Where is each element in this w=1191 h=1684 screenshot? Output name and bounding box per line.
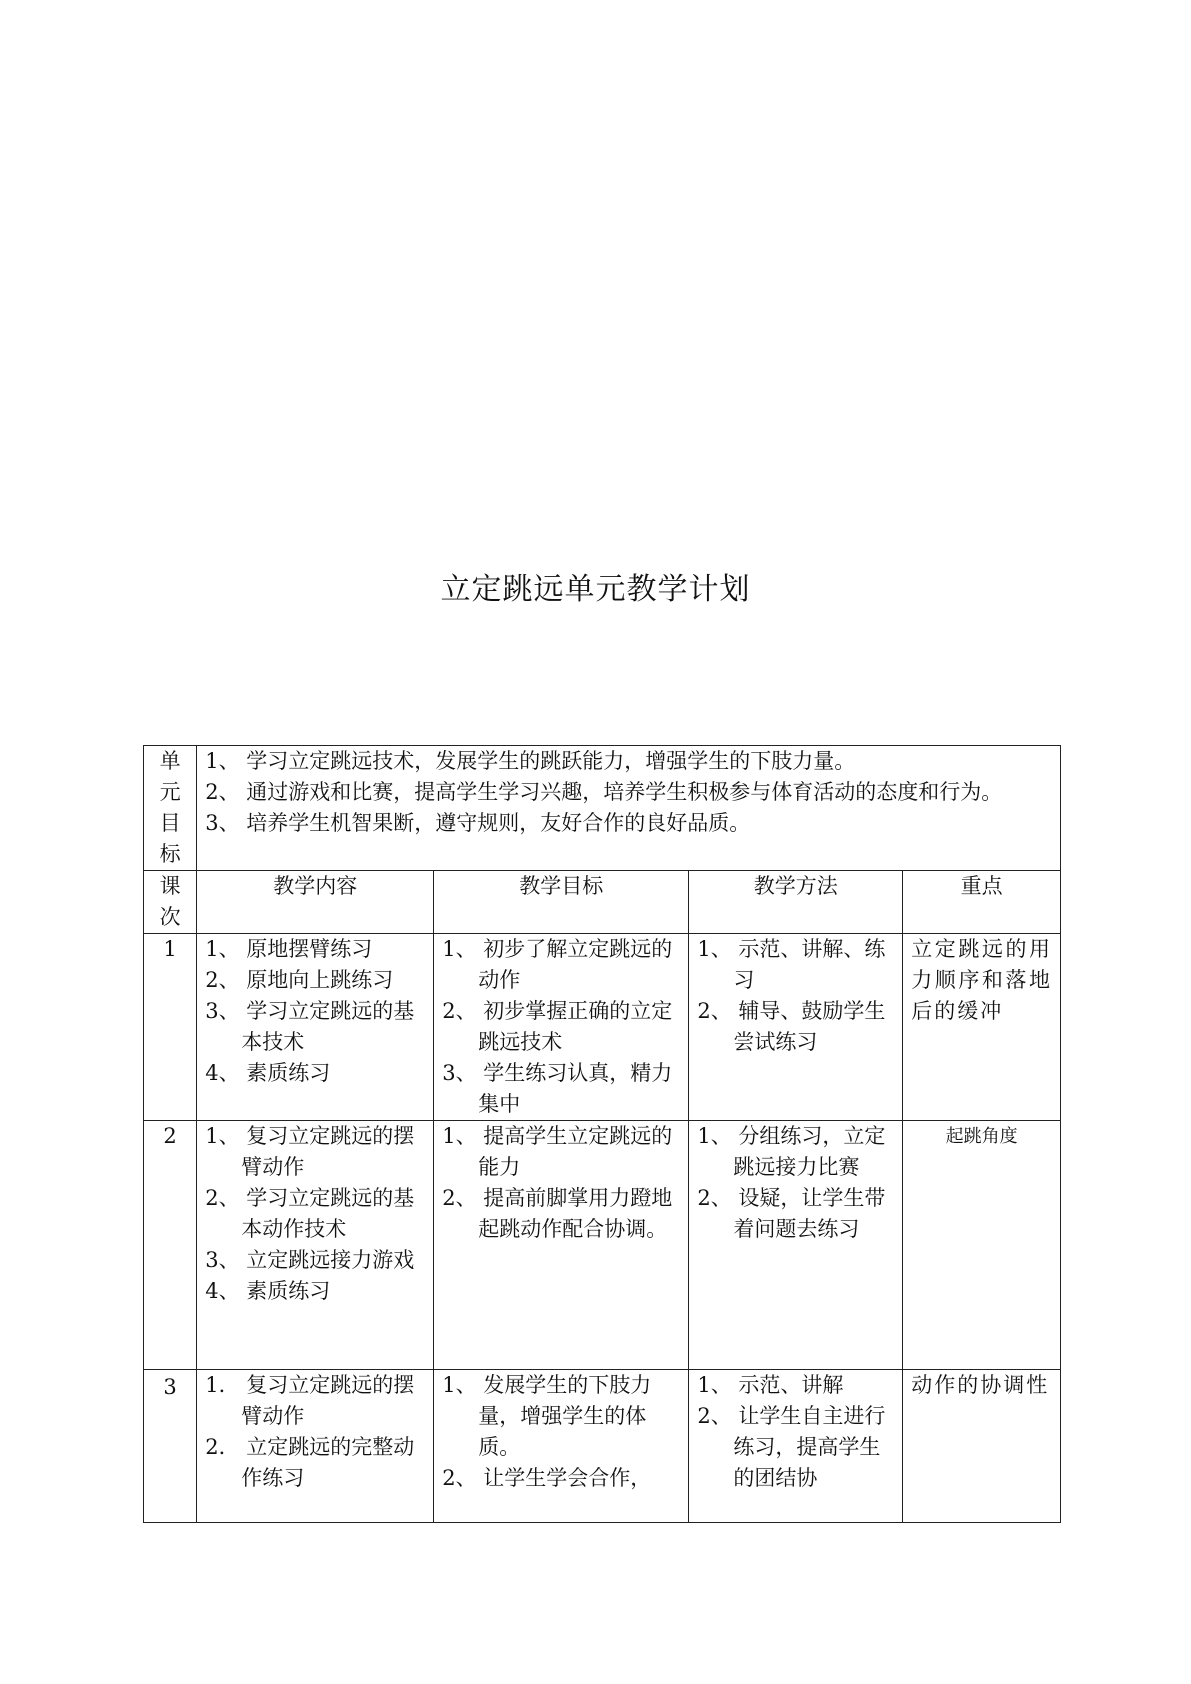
lesson-method: [689, 1121, 903, 1370]
header-goal: 教学目标: [434, 871, 689, 934]
lesson-method: [689, 1370, 903, 1523]
header-method: 教学方法: [689, 871, 903, 934]
method-item: 2、 辅导、鼓励学生尝试练习: [697, 999, 886, 1054]
key-text: 立定跳远的用力顺序和落地后的缓冲: [911, 937, 1052, 1023]
goal-item: 1、 发展学生的下肢力量，增强学生的体质。: [442, 1373, 652, 1459]
content-item: 4、 素质练习: [205, 1279, 331, 1303]
lesson-row: [144, 934, 1061, 1121]
unit-goal-item: 1、 学习立定跳远技术，发展学生的跳跃能力，增强学生的下肢力量。: [205, 749, 856, 773]
lesson-number: 2: [144, 1121, 197, 1370]
header-row: [144, 871, 1061, 934]
lesson-row: [144, 1370, 1061, 1523]
content-item: 2、 学习立定跳远的基本动作技术: [205, 1186, 415, 1241]
goal-item: 3、 学生练习认真，精力集中: [442, 1061, 673, 1116]
lesson-key: [903, 934, 1061, 1121]
lesson-content: [197, 934, 434, 1121]
unit-goal-label: 单 元 目 标: [144, 746, 197, 871]
content-item: 1、 复习立定跳远的摆臂动作: [205, 1124, 415, 1179]
lesson-goal: [434, 934, 689, 1121]
lesson-key: [903, 1370, 1061, 1523]
lesson-row: [144, 1121, 1061, 1370]
lesson-content: [197, 1121, 434, 1370]
content-item: 4、 素质练习: [205, 1061, 331, 1085]
lesson-goal: [434, 1370, 689, 1523]
goal-item: 1、 初步了解立定跳远的动作: [442, 937, 673, 992]
unit-goal-row: [144, 746, 1061, 871]
content-item: 2． 立定跳远的完整动作练习: [205, 1435, 415, 1490]
method-item: 1、 示范、讲解、练习: [697, 937, 886, 992]
unit-goal-item: 2、 通过游戏和比赛，提高学生学习兴趣，培养学生积极参与体育活动的态度和行为。: [205, 780, 1003, 804]
method-item: 2、 让学生自主进行练习，提高学生的团结协: [697, 1404, 886, 1490]
lesson-number: 3: [144, 1370, 197, 1523]
header-lesson: 课 次: [144, 871, 197, 934]
lesson-goal: [434, 1121, 689, 1370]
goal-item: 1、 提高学生立定跳远的能力: [442, 1124, 673, 1179]
lesson-number: 1: [144, 934, 197, 1121]
goal-item: 2、 让学生学会合作，: [442, 1466, 652, 1490]
key-text: 动作的协调性: [911, 1373, 1050, 1397]
goal-item: 2、 初步掌握正确的立定跳远技术: [442, 999, 673, 1054]
lesson-content: [197, 1370, 434, 1523]
lesson-method: [689, 934, 903, 1121]
content-item: 1． 复习立定跳远的摆臂动作: [205, 1373, 415, 1428]
content-item: 3、 立定跳远接力游戏: [205, 1248, 415, 1272]
header-content: 教学内容: [197, 871, 434, 934]
method-item: 2、 设疑，让学生带着问题去练习: [697, 1186, 886, 1241]
unit-goal-item: 3、 培养学生机智果断，遵守规则，友好合作的良好品质。: [205, 811, 751, 835]
header-key: 重点: [903, 871, 1061, 934]
method-item: 1、 分组练习，立定跳远接力比赛: [697, 1124, 886, 1179]
content-item: 3、 学习立定跳远的基本技术: [205, 999, 415, 1054]
content-item: 1、 原地摆臂练习: [205, 937, 373, 961]
goal-item: 2、 提高前脚掌用力蹬地起跳动作配合协调。: [442, 1186, 673, 1241]
lesson-key: [903, 1121, 1061, 1370]
unit-goal-cell: [197, 746, 1061, 871]
method-item: 1、 示范、讲解: [697, 1373, 844, 1397]
teaching-plan-table: [143, 745, 1061, 1523]
content-item: 2、 原地向上跳练习: [205, 968, 394, 992]
key-text: 起跳角度: [945, 1126, 1018, 1147]
page-title: 立定跳远单元教学计划: [440, 572, 751, 607]
